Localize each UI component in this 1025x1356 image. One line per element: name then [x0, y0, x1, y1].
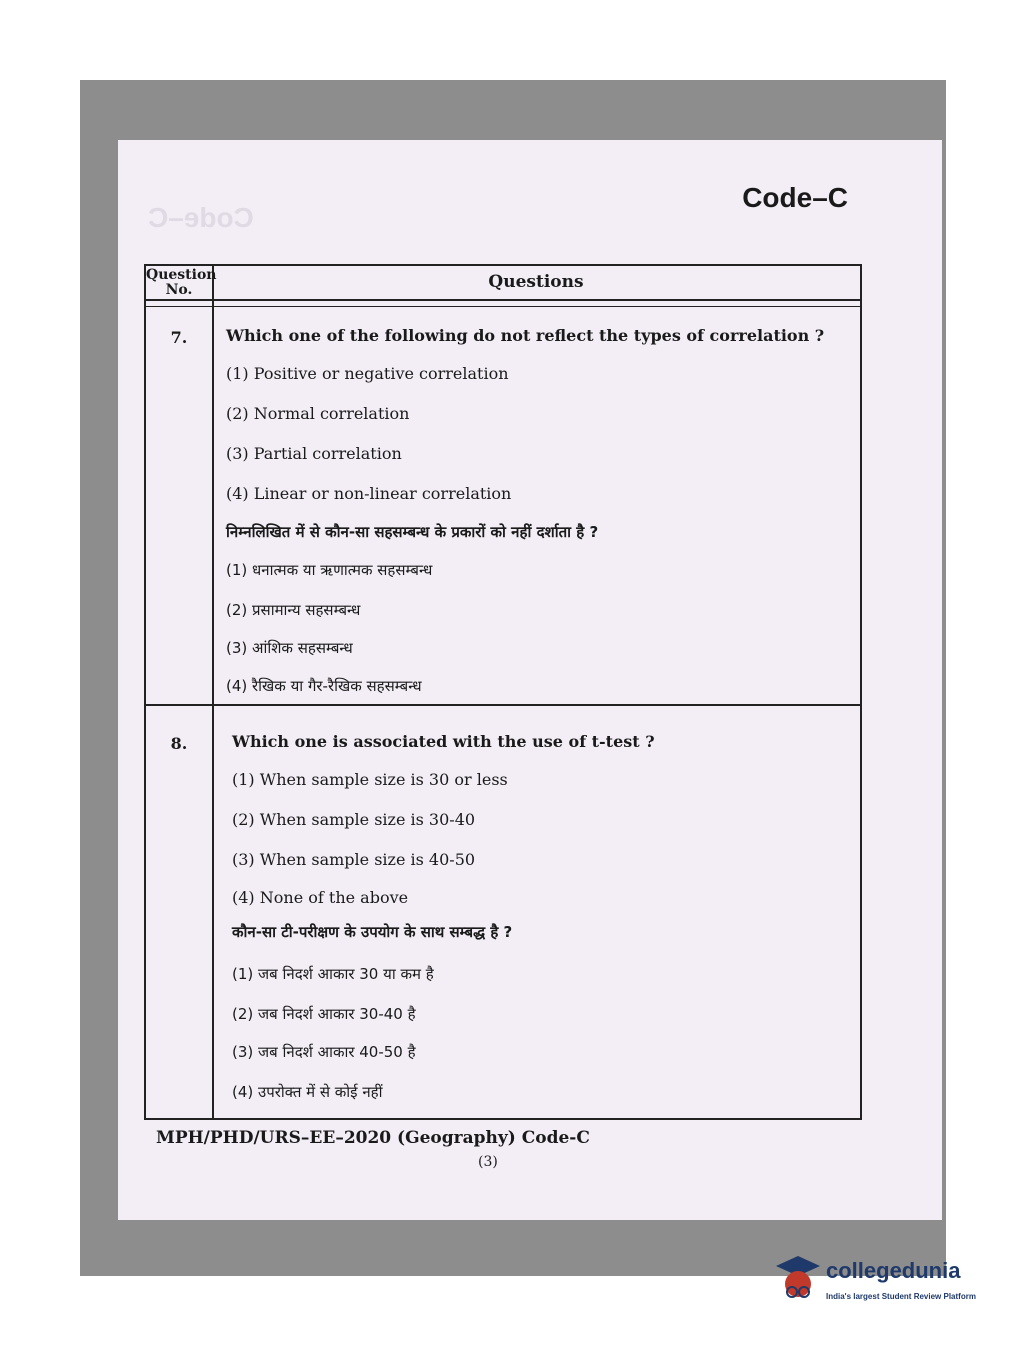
option-en: (1) When sample size is 30 or less — [232, 770, 508, 789]
option-hi: (4) रैखिक या गैर-रैखिक सहसम्बन्ध — [226, 677, 422, 695]
option-en: (4) Linear or non-linear correlation — [226, 484, 512, 503]
bleed-through-code: Code–C — [148, 202, 254, 233]
collegedunia-logo — [772, 1252, 1002, 1314]
option-hi: (2) प्रसामान्य सहसम्बन्ध — [226, 601, 361, 619]
option-hi: (1) जब निदर्श आकार 30 या कम है — [232, 965, 434, 983]
logo-tagline: India's largest Student Review Platform — [826, 1292, 976, 1301]
option-hi: (1) धनात्मक या ऋणात्मक सहसम्बन्ध — [226, 561, 433, 579]
question-stem-en: Which one of the following do not reflect the types of correlation ? — [226, 326, 825, 345]
option-en: (3) Partial correlation — [226, 444, 402, 463]
exam-paper — [118, 140, 942, 1220]
page-number: (3) — [478, 1154, 498, 1170]
option-en: (4) None of the above — [232, 888, 409, 907]
column-divider — [212, 266, 214, 1118]
option-en: (2) When sample size is 30-40 — [232, 810, 476, 829]
question-stem-hi: कौन-सा टी-परीक्षण के उपयोग के साथ सम्बद्ध है ? — [232, 923, 513, 941]
logo-wordmark: collegedunia — [826, 1258, 961, 1283]
option-hi: (4) उपरोक्त में से कोई नहीं — [232, 1083, 383, 1101]
option-en: (1) Positive or negative correlation — [226, 364, 509, 383]
option-en: (3) When sample size is 40-50 — [232, 850, 476, 869]
column-header-question-no: Question No. — [146, 267, 217, 298]
question-number: 7. — [170, 328, 188, 347]
option-hi: (3) आंशिक सहसम्बन्ध — [226, 639, 353, 657]
mascot-icon — [772, 1252, 822, 1308]
header-divider-inner — [146, 306, 860, 307]
option-hi: (3) जब निदर्श आकार 40-50 है — [232, 1043, 416, 1061]
option-en: (2) Normal correlation — [226, 404, 410, 423]
questions-table — [144, 264, 862, 1120]
question-stem-hi: निम्नलिखित में से कौन-सा सहसम्बन्ध के प्रकारों को नहीं दर्शाता है ? — [226, 523, 599, 541]
question-number: 8. — [170, 734, 188, 753]
row-divider — [146, 704, 860, 706]
column-header-questions: Questions — [488, 272, 584, 292]
paper-code: Code–C — [742, 182, 848, 213]
header-divider — [146, 299, 860, 301]
option-hi: (2) जब निदर्श आकार 30-40 है — [232, 1005, 416, 1023]
question-stem-en: Which one is associated with the use of t-test ? — [232, 732, 655, 751]
footer-title: MPH/PHD/URS–EE–2020 (Geography) Code-C — [156, 1128, 590, 1148]
